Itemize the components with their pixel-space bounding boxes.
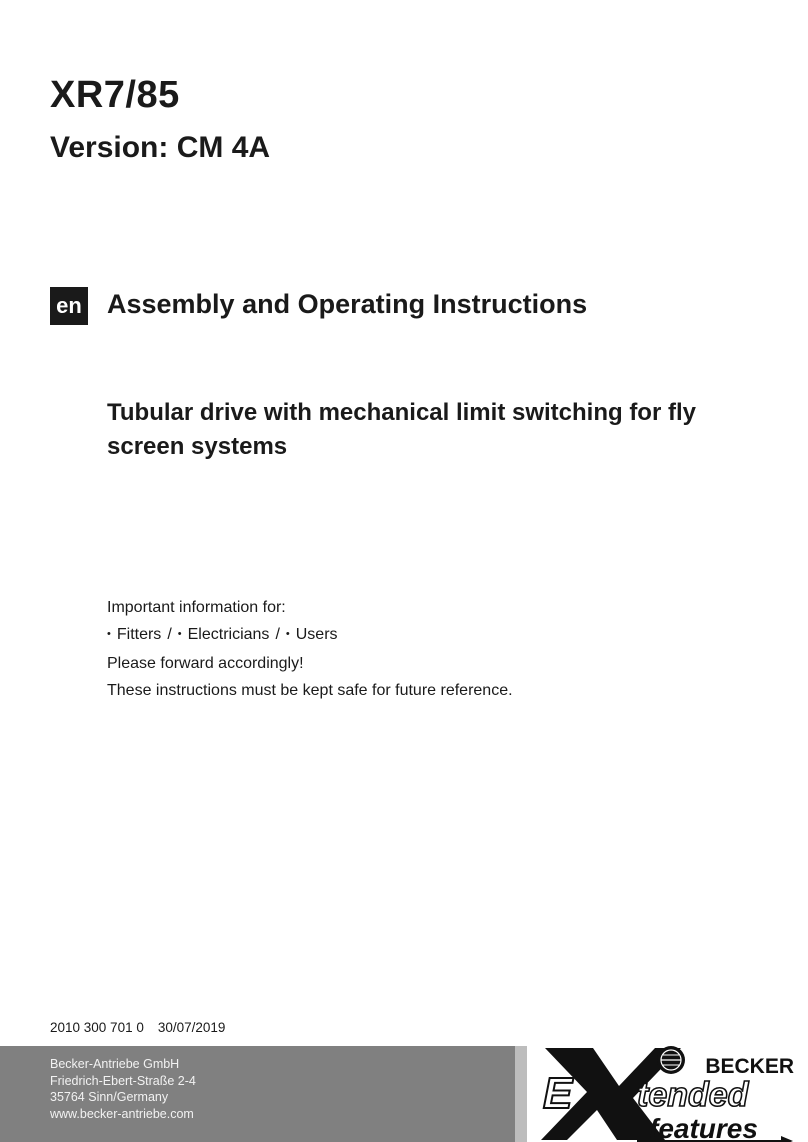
svg-text:tended: tended (637, 1076, 749, 1114)
company-website[interactable]: www.becker-antriebe.com (50, 1106, 194, 1121)
audience-users: • Users (286, 626, 338, 643)
svg-text:E: E (543, 1069, 573, 1118)
audience-fitters: • Fitters (107, 626, 161, 643)
company-street: Friedrich-Ebert-Straße 2-4 (50, 1073, 196, 1088)
model-title: XR7/85 (50, 74, 180, 116)
company-city: 35764 Sinn/Germany (50, 1090, 169, 1104)
audience-list (107, 621, 513, 650)
roller-emblem-icon (657, 1046, 685, 1074)
document-subtitle: Tubular drive with mechanical limit switching for fly screen systems (107, 399, 696, 460)
audience-separator: / (167, 626, 172, 643)
important-info (107, 594, 513, 704)
company-address (50, 1056, 196, 1122)
audience-separator: / (275, 626, 280, 643)
forward-note: Please forward accordingly! (107, 655, 304, 672)
keep-note: These instructions must be kept safe for future reference. (107, 682, 513, 699)
document-title: Assembly and Operating Instructions (107, 289, 588, 319)
info-intro: Important information for: (107, 599, 286, 616)
becker-brand-name: BECKER (705, 1055, 794, 1078)
svg-text:features: features (649, 1113, 758, 1142)
audience-electricians: • Electricians (178, 626, 270, 643)
company-name: Becker-Antriebe GmbH (50, 1057, 180, 1071)
document-date: 30/07/2019 (157, 1020, 226, 1035)
language-badge: en (50, 287, 88, 325)
version-title: Version: CM 4A (50, 131, 271, 164)
document-number-line (50, 1020, 225, 1035)
footer-divider (515, 1046, 527, 1142)
document-number: 2010 300 701 0 (50, 1020, 144, 1035)
